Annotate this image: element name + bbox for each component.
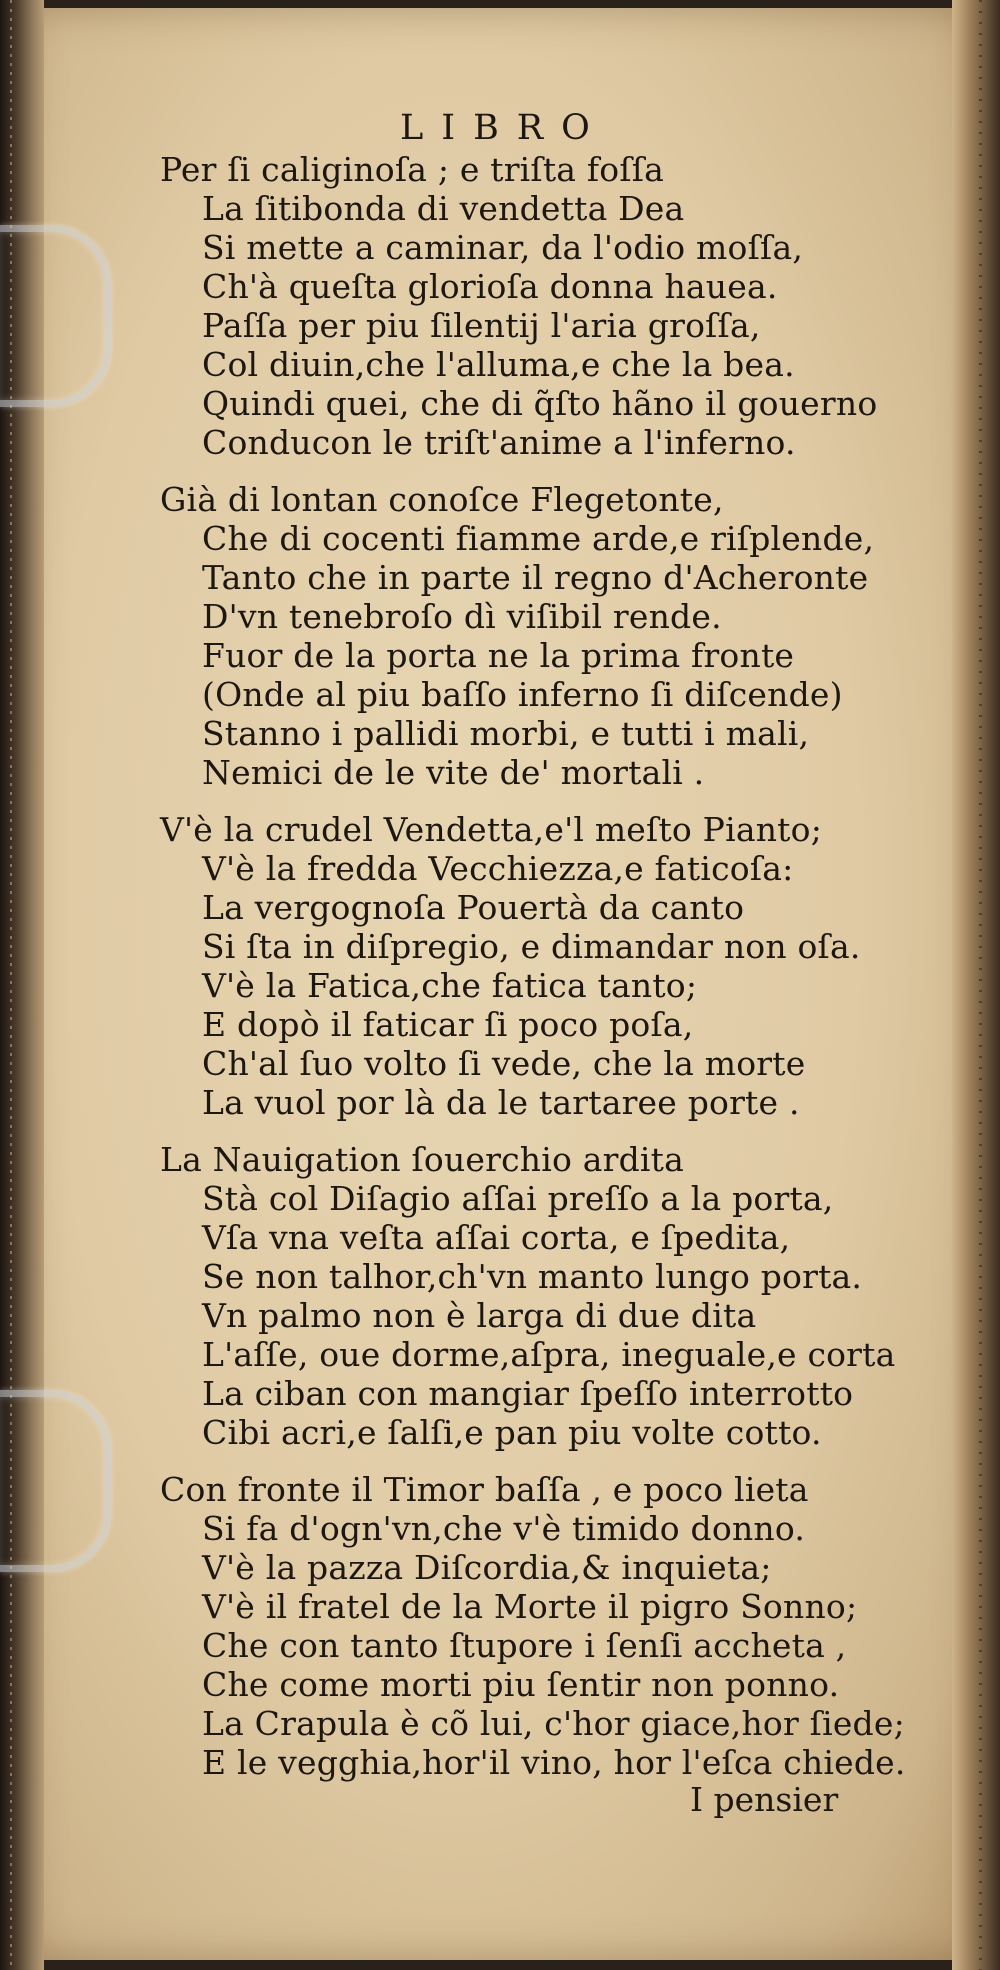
verse-line: Cibi acri,e ſalſi,e pan piu volte cotto. — [202, 1413, 822, 1452]
verse-line: V'è il fratel de la Morte il pigro Sonno; — [202, 1587, 858, 1626]
verse-line: Fuor de la porta ne la prima fronte — [202, 636, 795, 675]
verse-line: La ciban con mangiar ſpeſſo interrotto — [202, 1374, 854, 1413]
verse-line: Se non talhor,ch'vn manto lungo porta. — [202, 1257, 863, 1296]
poem-text — [160, 150, 950, 1782]
page-holder-clip-bottom — [0, 1390, 111, 1572]
verse-line: E le vegghia,hor'il vino, hor l'eſca chiede. — [202, 1743, 906, 1782]
running-heading: LIBRO — [400, 108, 608, 148]
verse-line: Ch'al ſuo volto ſi vede, che la morte — [202, 1044, 806, 1083]
verse-line: Quindi quei, che di q̃ſto hãno il gouerno — [202, 384, 878, 423]
catchword: I pensier — [690, 1780, 839, 1819]
verse-line: La vergognoſa Pouertà da canto — [202, 888, 745, 927]
verse-line: Per ſi caliginoſa ; e triſta foſſa — [160, 150, 665, 189]
stanza-1 — [160, 150, 950, 462]
page-holder-clip-top — [0, 225, 111, 407]
verse-line: Vſa vna veſta aſſai corta, e ſpedita, — [202, 1218, 791, 1257]
verse-line: Ch'à queſta glorioſa donna hauea. — [202, 267, 778, 306]
verse-line: E dopò il faticar ſi poco poſa, — [202, 1005, 694, 1044]
verse-line: Si fa d'ogn'vn,che v'è timido donno. — [202, 1509, 806, 1548]
stanza-2 — [160, 480, 950, 792]
verse-line: Già di lontan conoſce Flegetonte, — [160, 480, 724, 519]
verse-line: V'è la pazza Diſcordia,& inquieta; — [202, 1548, 772, 1587]
stanza-5 — [160, 1470, 950, 1782]
verse-line: D'vn tenebroſo dì viſibil rende. — [202, 597, 722, 636]
verse-line: La ſitibonda di vendetta Dea — [202, 189, 685, 228]
verse-line: V'è la Fatica,che fatica tanto; — [202, 966, 698, 1005]
verse-line: Che con tanto ſtupore i ſenſi accheta , — [202, 1626, 847, 1665]
stanza-4 — [160, 1140, 950, 1452]
verse-line: Vn palmo non è larga di due dita — [202, 1296, 757, 1335]
verse-line: Conducon le triſt'anime a l'inferno. — [202, 423, 796, 462]
verse-line: La vuol por là da le tartaree porte . — [202, 1083, 800, 1122]
verse-line: Paſſa per piu ſilentij l'aria groſſa, — [202, 306, 761, 345]
verse-line: (Onde al piu baſſo inferno ſi diſcende) — [202, 675, 843, 714]
verse-line: Che come morti piu ſentir non ponno. — [202, 1665, 840, 1704]
verse-line: V'è la fredda Vecchiezza,e faticoſa: — [202, 849, 794, 888]
verse-line: Che di cocenti fiamme arde,e riſplende, — [202, 519, 875, 558]
verse-line: Col diuin,che l'alluma,e che la bea. — [202, 345, 795, 384]
verse-line: La Nauigation ſouerchio ardita — [160, 1140, 685, 1179]
verse-line: L'aſſe, oue dorme,aſpra, ineguale,e corta — [202, 1335, 896, 1374]
verse-line: Stà col Diſagio aſſai preſſo a la porta, — [202, 1179, 834, 1218]
verse-line: La Crapula è cõ lui, c'hor giace,hor ſiede; — [202, 1704, 905, 1743]
verse-line: Si mette a caminar, da l'odio moſſa, — [202, 228, 804, 267]
stanza-3 — [160, 810, 950, 1122]
verse-line: Si ſta in diſpregio, e dimandar non oſa. — [202, 927, 861, 966]
verse-line: Stanno i pallidi morbi, e tutti i mali, — [202, 714, 810, 753]
verse-line: V'è la crudel Vendetta,e'l meſto Pianto; — [160, 810, 823, 849]
verse-line: Con fronte il Timor baſſa , e poco lieta — [160, 1470, 809, 1509]
verse-line: Nemici de le vite de' mortali . — [202, 753, 705, 792]
page-fore-edge — [952, 0, 1000, 1970]
verse-line: Tanto che in parte il regno d'Acheronte — [202, 558, 869, 597]
